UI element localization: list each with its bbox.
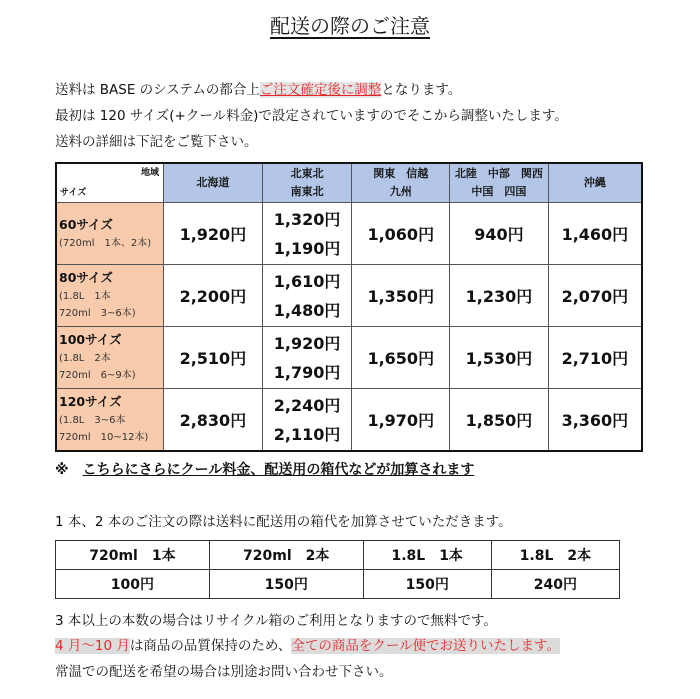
region-label: 九州 [389, 185, 412, 198]
cool-delivery-text: 全ての商品をクール便でお送りいたします。 [291, 638, 560, 654]
box-cell: 100円 [56, 570, 210, 599]
text: となります。 [381, 82, 462, 98]
price-value: 2,240円 [273, 395, 341, 415]
box-cell: 150円 [209, 570, 363, 599]
price-cell [262, 203, 352, 265]
price-cell: 2,200円 [164, 265, 263, 327]
rate-row [56, 389, 642, 452]
region-header [262, 163, 352, 203]
box-cell: 150円 [363, 570, 491, 599]
box-cell: 1.8L 1本 [363, 541, 491, 570]
region-label: 中国 四国 [471, 185, 527, 198]
rate-row [56, 265, 642, 327]
note-text: こちらにさらにクール料金、配送用の箱代などが加算されます [82, 462, 475, 478]
price-value: 1,790円 [273, 362, 341, 382]
region-header [164, 163, 263, 203]
size-label: 80サイズ [59, 270, 113, 285]
footer-line-2 [55, 634, 560, 654]
size-detail: 720ml 6~9本) [59, 370, 136, 381]
footer-line-3: 常温での配送を希望の場合は別途お問い合わせ下さい。 [55, 664, 393, 680]
region-label: 南東北 [290, 185, 324, 198]
price-value: 2,110円 [273, 424, 341, 444]
price-cell: 2,830円 [164, 389, 263, 452]
price-cell: 940円 [450, 203, 549, 265]
corner-size-label: サイズ [60, 188, 87, 198]
price-value: 1,920円 [273, 333, 341, 353]
size-cell [56, 265, 164, 327]
shipping-rate-table [55, 162, 643, 452]
rate-row [56, 203, 642, 265]
price-cell: 1,530円 [450, 327, 549, 389]
price-cell [262, 265, 352, 327]
price-value: 1,190円 [273, 238, 341, 258]
region-header [548, 163, 642, 203]
box-intro: 1 本、2 本のご注文の際は送料に配送用の箱代を加算させていただきます。 [55, 514, 512, 530]
price-value: 1,480円 [273, 300, 341, 320]
size-detail: 720ml 10~12本) [59, 432, 149, 443]
region-label: 北陸 中部 関西 [454, 167, 543, 180]
price-cell: 1,230円 [450, 265, 549, 327]
size-cell [56, 327, 164, 389]
price-cell [262, 327, 352, 389]
price-cell: 3,360円 [548, 389, 642, 452]
highlight-text: ご注文確定後に調整 [259, 82, 382, 98]
surcharge-note [55, 459, 474, 479]
region-header [352, 163, 450, 203]
size-cell [56, 203, 164, 265]
title-text: 配送の際のご注意 [270, 14, 430, 38]
corner-region-label: 地域 [141, 168, 160, 178]
price-cell: 1,460円 [548, 203, 642, 265]
region-label: 沖縄 [583, 176, 606, 189]
size-detail: 720ml 3~6本) [59, 308, 136, 319]
season-text: 4 月～10 月 [55, 638, 130, 654]
size-detail: (1.8L 2本 [59, 353, 111, 364]
price-cell [262, 389, 352, 452]
price-cell: 1,970円 [352, 389, 450, 452]
text: 送料は BASE のシステムの都合上 [55, 82, 260, 98]
size-label: 100サイズ [59, 332, 122, 347]
box-cell: 240円 [491, 570, 619, 599]
corner-cell [56, 163, 164, 203]
box-row [56, 541, 620, 570]
intro-line-2: 最初は 120 サイズ(+クール料金)で設定されていますのでそこから調整いたします。 [55, 108, 568, 124]
price-cell: 1,920円 [164, 203, 263, 265]
price-value: 1,610円 [273, 271, 341, 291]
text: は商品の品質保持のため、 [129, 638, 292, 654]
price-cell: 1,060円 [352, 203, 450, 265]
box-cell: 1.8L 2本 [491, 541, 619, 570]
size-label: 120サイズ [59, 394, 122, 409]
region-label: 関東 信越 [373, 167, 429, 180]
size-detail: (720ml 1本、2本) [59, 237, 152, 249]
header-row [56, 163, 642, 203]
price-cell: 1,650円 [352, 327, 450, 389]
box-fee-table [55, 540, 620, 599]
size-label: 60サイズ [59, 216, 113, 232]
region-header [450, 163, 549, 203]
price-value: 1,320円 [273, 209, 341, 229]
page-title [0, 10, 700, 39]
price-cell: 2,710円 [548, 327, 642, 389]
size-cell [56, 389, 164, 452]
price-cell: 1,850円 [450, 389, 549, 452]
price-cell: 2,510円 [164, 327, 263, 389]
size-detail: (1.8L 3~6本 [59, 415, 126, 426]
intro-line-1 [55, 78, 461, 98]
price-cell: 1,350円 [352, 265, 450, 327]
intro-line-3: 送料の詳細は下記をご覧下さい。 [55, 134, 258, 150]
region-label: 北海道 [196, 176, 230, 189]
size-detail: (1.8L 1本 [59, 291, 111, 302]
box-cell: 720ml 2本 [209, 541, 363, 570]
box-cell: 720ml 1本 [56, 541, 210, 570]
footer-line-1: 3 本以上の本数の場合はリサイクル箱のご利用となりますので無料です。 [55, 613, 497, 629]
note-mark: ※ [55, 462, 83, 478]
rate-row [56, 327, 642, 389]
region-label: 北東北 [290, 167, 324, 180]
price-cell: 2,070円 [548, 265, 642, 327]
box-row [56, 570, 620, 599]
